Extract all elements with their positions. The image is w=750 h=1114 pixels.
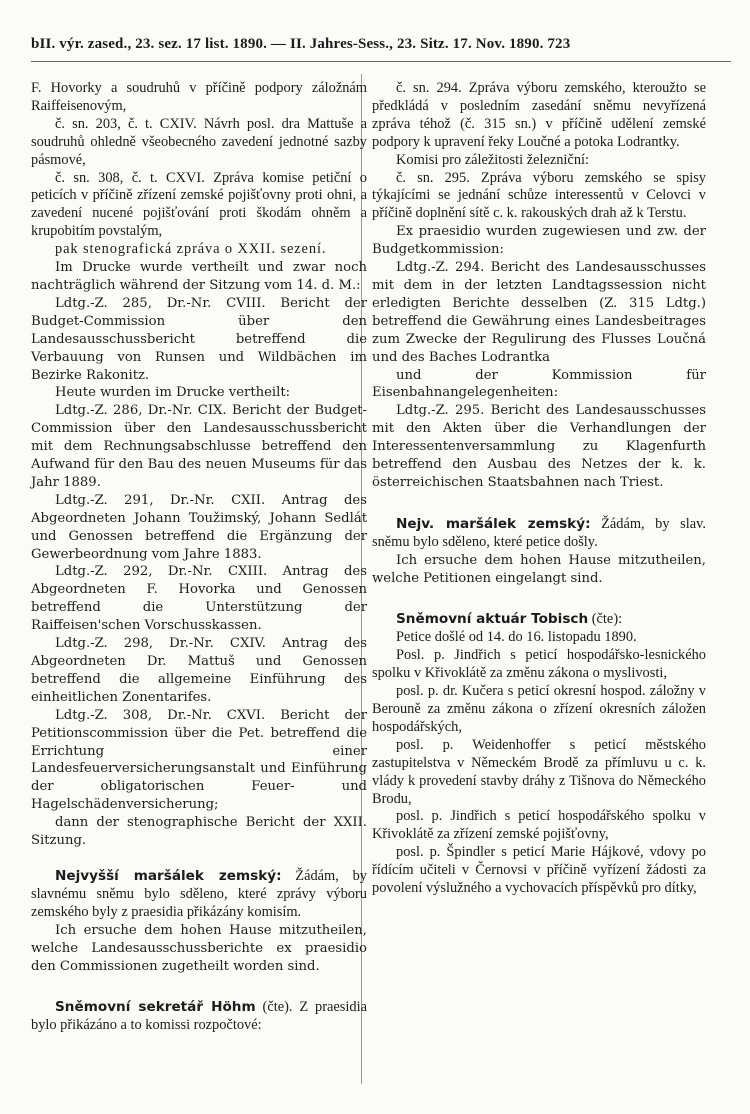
paragraph-text: č. sn. 308, č. t. CXVI. Zpráva komise petiční o peticích v příčině zřízení zemské pojišťovny proti ohni, a zavedení nucené pojišťování proti škodám ohněm a krupobitím povstalým, <box>31 169 367 240</box>
speaker-name: Sněmovní aktuár Tobisch <box>396 611 589 628</box>
left-paragraph <box>31 492 367 564</box>
right-paragraph <box>372 808 706 844</box>
paragraph-text: Ich ersuche dem hohen Hause mitzutheilen, welche Petitionen eingelangt sind. <box>372 552 706 586</box>
right-paragraph <box>372 552 706 588</box>
paragraph-text: Ich ersuche dem hohen Hause mitzutheilen, welche Landesausschussberichte ex praesidio den Commissionen zugetheilt worden sind. <box>31 922 367 974</box>
paragraph-text: Heute wurden im Drucke vertheilt: <box>55 385 291 401</box>
running-header: bII. výr. zased., 23. sez. 17 list. 1890. — II. Jahres-Sess., 23. Sitz. 17. Nov. 1890. 723 <box>31 36 571 52</box>
left-paragraph <box>31 80 367 116</box>
paragraph-text: posl. p. dr. Kučera s peticí okresní hospod. záložny v Berouně za změnu zákona o zřízení okresních záložen hospodářských, <box>372 683 706 735</box>
paragraph-text: posl. p. Špindler s peticí Marie Hájkové, vdovy po řídícím učiteli v Černovsi v příčině vyřízení žádosti za povolení výslužného a vychovacích příspěvků pro dítky, <box>372 844 706 897</box>
paragraph-text: Posl. p. Jindřich s peticí hospodářsko-lesnického spolku v Křivoklátě za změnu zákona o myslivosti, <box>372 647 706 682</box>
right-paragraph <box>372 223 706 259</box>
right-paragraph <box>372 80 706 152</box>
paragraph-text: Komisi pro záležitosti železniční: <box>396 151 590 168</box>
paragraph-text: Ldtg.-Z. 291, Dr.-Nr. CXII. Antrag des Abgeordneten Johann Toužimský, Johann Sedlát und Genossen betreffend die Ergänzung der Gewerbeordnung vom Jahre 1883. <box>31 492 367 562</box>
left-paragraph <box>31 999 367 1035</box>
left-paragraph <box>31 635 367 707</box>
paragraph-text: dann der stenographische Bericht der XXII. Sitzung. <box>31 815 367 849</box>
right-paragraph <box>372 844 706 898</box>
right-paragraph <box>372 259 706 366</box>
speaker-name: Nejv. maršálek zemský: <box>396 515 591 532</box>
left-paragraph <box>31 707 367 814</box>
right-paragraph <box>372 516 706 552</box>
left-paragraph <box>31 170 367 242</box>
right-paragraph <box>372 629 706 647</box>
paragraph-text: Ldtg.-Z. 295. Bericht des Landesausschusses mit den Akten über die Verhandlungen der Interessentenversammlung zu Klagenfurth betreffend den Ausbau des Netzes der k. k. österreichischen Staatsbahnen nach Triest. <box>372 403 706 490</box>
left-paragraph <box>31 259 367 295</box>
paragraph-text: und der Kommission für Eisenbahnangelegenheiten: <box>372 367 706 401</box>
left-paragraph <box>31 868 367 922</box>
right-paragraph <box>372 367 706 403</box>
left-paragraph <box>31 563 367 635</box>
paragraph-text: Ldtg.-Z. 292, Dr.-Nr. CXIII. Antrag des Abgeordneten F. Hovorka und Genossen betreffend die Unterstützung der Raiffeisen'schen Vorschusskassen. <box>31 564 367 634</box>
paragraph-text: č. sn. 295. Zpráva výboru zemského se spisy týkajícími se jednání schůze interessentů v Celovci v příčině doplnění sítě c. k. rakouských drah až k Terstu. <box>372 169 706 222</box>
right-paragraph <box>372 152 706 170</box>
left-paragraph <box>31 922 367 976</box>
right-paragraph <box>372 683 706 737</box>
paragraph-text: Ldtg.-Z. 285, Dr.-Nr. CVIII. Bericht der Budget-Commission über den Landesausschussbericht betreffend die Verbauung von Runsen und Wildbächen im Bezirke Rakonitz. <box>31 295 367 383</box>
right-paragraph <box>372 402 706 492</box>
header-rule <box>31 61 731 62</box>
right-paragraph <box>372 611 706 629</box>
right-paragraph <box>372 170 706 224</box>
left-paragraph <box>31 384 367 402</box>
left-paragraph <box>31 295 367 385</box>
paragraph-text: Ldtg.-Z. 298, Dr.-Nr. CXIV. Antrag des Abgeordneten Dr. Mattuš und Genossen betreffend die allgemeine Einführung des einheitlichen Zonentarifes. <box>31 636 367 705</box>
speaker-name: Nejvyšší maršálek zemský: <box>55 867 282 884</box>
paragraph-text: posl. p. Jindřich s peticí hospodářského spolku v Křivoklátě za zřízení zemské pojišťovny, <box>372 808 706 843</box>
right-paragraph <box>372 647 706 683</box>
left-paragraph <box>31 814 367 850</box>
paragraph-text: č. sn. 203, č. t. CXIV. Návrh posl. dra Mattuše a soudruhů ohledně všeobecného zavedení jednotné sazby pásmové, <box>31 115 367 168</box>
right-paragraph <box>372 737 706 809</box>
paragraph-text: Ldtg.-Z. 294. Bericht des Landesausschusses mit dem in der letzten Landtagssession nicht erledigten Berichte desselben (Z. 315 Ldtg.) betreffend die Gewährung eines Landesbeitrages zum Zwecke der Regulirung des Flusses Loučná und des Baches Lodrantka <box>372 260 706 365</box>
left-paragraph <box>31 241 367 259</box>
paragraph-text: Žádám, by slav. sněmu bylo sděleno, které petice došly. <box>372 515 706 550</box>
paragraph-text: Ex praesidio wurden zugewiesen und zw. der Budgetkommission: <box>372 224 706 258</box>
paragraph-text: Im Drucke wurde vertheilt und zwar noch nachträglich während der Sitzung vom 14. d. M.: <box>31 260 367 293</box>
paragraph-text: F. Hovorky a soudruhů v příčině podpory záložnám Raiffeisenovým, <box>31 80 367 114</box>
paragraph-text: Ldtg.-Z. 286, Dr.-Nr. CIX. Bericht der Budget-Commission über den Landesausschussbericht mit dem Rechnungsabschlusse betreffend den Aufwand für den Bau des neuen Museums für das Jahr 1889. <box>31 403 367 490</box>
paragraph-text: posl. p. Weidenhoffer s peticí městského zastupitelstva v Německém Brodě za přímluvu u c. k. vlády k provedení stavby dráhy z Tišnova do Německého Brodu, <box>372 736 706 807</box>
paragraph-text: Petice došlé od 14. do 16. listopadu 1890. <box>396 629 637 646</box>
speaker-name: Sněmovní sekretář Höhm <box>55 999 256 1016</box>
paragraph-text: Ldtg.-Z. 308, Dr.-Nr. CXVI. Bericht der Petitionscommission über die Pet. betreffend die Errichtung einer Landesfeuerversicherungsanstalt und Einführung der obligatorischen Feuer- und Hagelschädenversicherung; <box>31 707 367 813</box>
paragraph-text: (čte): <box>588 611 623 628</box>
left-column <box>31 80 367 1035</box>
left-paragraph <box>31 402 367 492</box>
right-column <box>372 80 706 898</box>
paragraph-text: Žádám, by slavnému sněmu bylo sděleno, které zprávy výboru zemského byly z praesidia přikázány komisím. <box>31 867 367 920</box>
paragraph-text: (čte). Z praesidia bylo přikázáno a to komissi rozpočtové: <box>31 999 367 1034</box>
paragraph-text: pak stenografická zpráva o XXII. sezení. <box>55 241 327 258</box>
left-paragraph <box>31 116 367 170</box>
paragraph-text: č. sn. 294. Zpráva výboru zemského, kteroužto se předkládá v posledním zasedání sněmu nevyřízená zpráva téhož (č. 315 sn.) v příčině udělení zemské podpory k upravení řeky Loučné a potoka Lodrantky. <box>372 80 706 150</box>
